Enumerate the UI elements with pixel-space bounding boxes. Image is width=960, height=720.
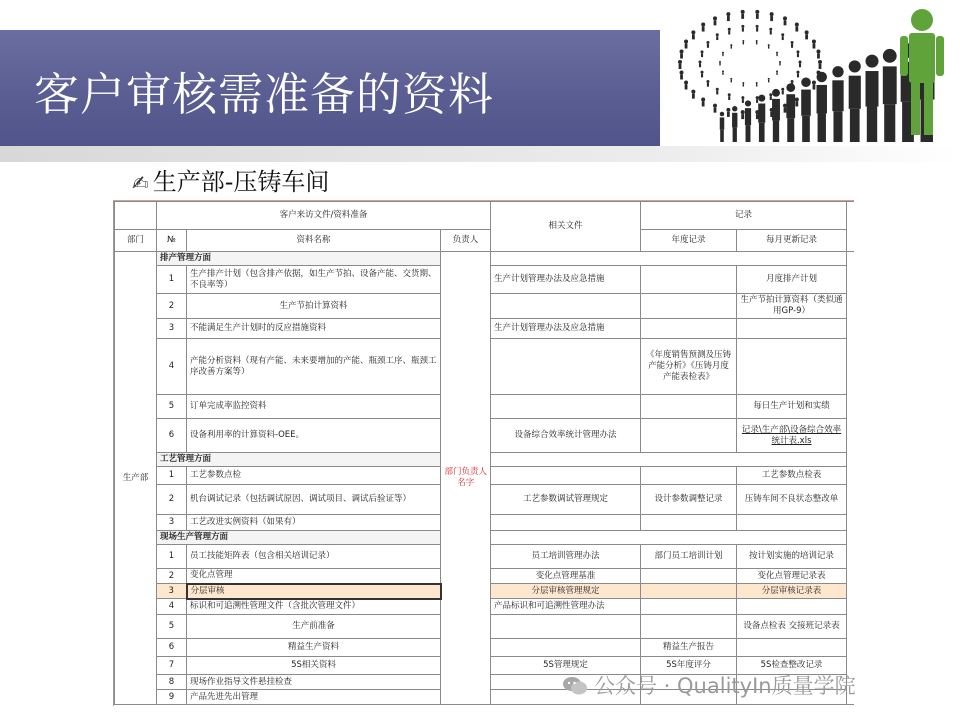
section-subtitle	[132, 162, 329, 197]
header-owner: 负责人	[441, 230, 491, 252]
table-row: 2 机台调试记录（包括调试原因、调试项目、调试后验证等） 工艺参数调试管理规定 设计参数调整记录 压铸车间不良状态整改单	[115, 485, 855, 515]
slide-title: 客户审核需准备的资料	[34, 68, 495, 121]
section-production-plan: 排产管理方面	[157, 252, 441, 266]
table-header-row-1	[115, 202, 855, 230]
pen-icon: ✍	[132, 171, 149, 195]
watermark	[562, 670, 856, 700]
title-bar	[0, 30, 660, 146]
subtitle-text: 生产部-压铸车间	[152, 168, 330, 196]
dept-cell: 生产部	[115, 252, 157, 705]
table-row: 5 订单完成率监控资料 每日生产计划和实绩	[115, 395, 855, 419]
table-row: 8 现场作业指导文件悬挂检查	[115, 675, 855, 690]
table-row-highlighted: 3 分层审核 分层审核管理规定 分层审核记录表	[115, 584, 855, 599]
table-row: 1 工艺参数点检 工艺参数点检表	[115, 467, 855, 485]
selected-cell[interactable]: 分层审核	[187, 584, 441, 599]
header-related-files: 相关文件	[491, 202, 641, 252]
table-row: 5 生产前准备 设备点检表 交接班记录表	[115, 615, 855, 639]
table-row: 4 产能分析资料（现有产能、未来要增加的产能、瓶颈工序、瓶颈工序改善方案等） 《年度销售预测及压铸产能分析》《压铸月度产能表检表》	[115, 339, 855, 395]
watermark-text: 公众号 · QualityIn质量学院	[594, 674, 856, 698]
table-row: 6 设备利用率的计算资料-OEE。 设备综合效率统计管理办法 记录\生产部\设备综合效率统计表.xls	[115, 419, 855, 453]
table-header-row-2	[115, 230, 855, 252]
oee-file-link[interactable]: 记录\生产部\设备综合效率统计表.xls	[737, 419, 847, 453]
header-records: 记录	[641, 202, 847, 230]
header-monthly: 每月更新记录	[737, 230, 847, 252]
people-crowd-logo	[660, 0, 960, 150]
header-name: 资料名称	[187, 230, 441, 252]
table-row: 7 5S相关资料 5S管理规定 5S年度评分 5S检查整改记录	[115, 657, 855, 675]
section-row-production	[115, 252, 855, 266]
header-yearly: 年度记录	[641, 230, 737, 252]
section-process: 工艺管理方面	[157, 453, 441, 467]
owner-cell: 部门负责人名字	[441, 252, 491, 705]
table-row: 2 变化点管理 变化点管理基准 变化点管理记录表	[115, 569, 855, 584]
table-row: 1 生产排产计划（包含排产依据，如生产节拍、设备产能、交货期、不良率等） 生产计划管理办法及应急措施 月度排产计划	[115, 266, 855, 294]
table-row: 9 产品先进先出管理	[115, 690, 855, 705]
section-site: 现场生产管理方面	[157, 531, 441, 545]
wechat-icon	[562, 676, 588, 696]
table-row: 2 生产节拍计算资料 生产节拍计算资料（类似通用GP-9）	[115, 294, 855, 319]
audit-docs-table	[114, 201, 854, 705]
table-row: 3 工艺改进实例资料（如果有）	[115, 515, 855, 531]
header-no: №	[157, 230, 187, 252]
table-row: 6 精益生产资料 精益生产报告	[115, 639, 855, 657]
table-row: 3 不能满足生产计划时的反应措施资料 生产计划管理办法及应急措施	[115, 319, 855, 339]
header-customer-docs: 客户来访文件/资料准备	[157, 202, 491, 230]
header-dept: 部门	[115, 230, 157, 252]
table-row: 4 标识和可追溯性管理文件（含批次管理文件） 产品标识和可追溯性管理办法	[115, 599, 855, 615]
table-row: 1 员工技能矩阵表（包含相关培训记录） 员工培训管理办法 部门员工培训计划 按计划实施的培训记录	[115, 545, 855, 569]
document-table-image	[113, 200, 854, 706]
